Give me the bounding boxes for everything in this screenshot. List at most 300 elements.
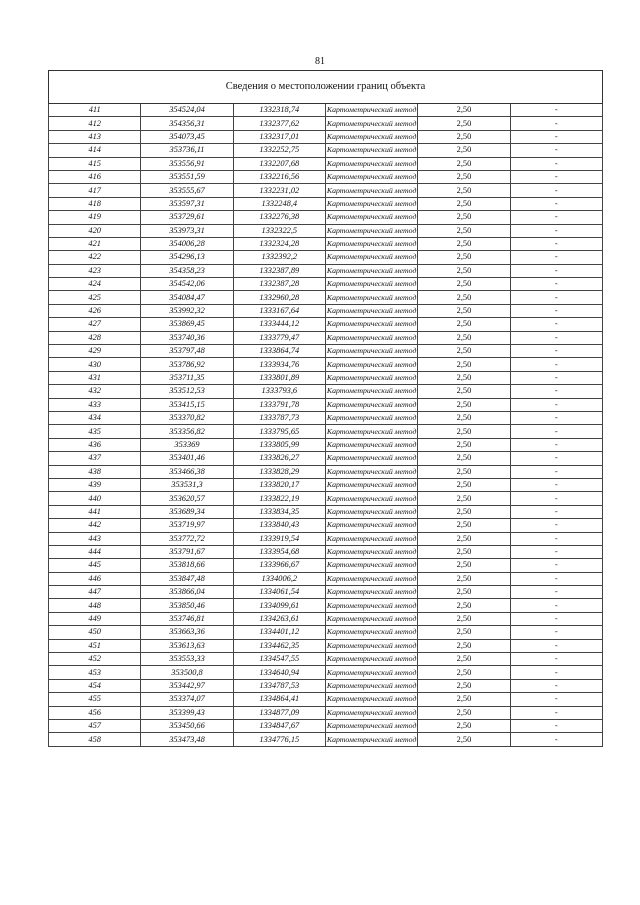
method-cell: Картометрический метод (325, 184, 417, 197)
x-coordinate-cell: 353374,07 (141, 693, 233, 706)
method-cell: Картометрический метод (325, 331, 417, 344)
y-coordinate-cell: 1333167,64 (233, 304, 325, 317)
method-cell: Картометрический метод (325, 492, 417, 505)
y-coordinate-cell: 1333793,6 (233, 385, 325, 398)
table-row (49, 492, 603, 505)
precision-cell: 2,50 (418, 545, 510, 558)
description-cell: - (510, 304, 602, 317)
table-row (49, 626, 603, 639)
table-row (49, 385, 603, 398)
x-coordinate-cell: 353786,92 (141, 358, 233, 371)
x-coordinate-cell: 353597,31 (141, 197, 233, 210)
y-coordinate-cell: 1333787,73 (233, 411, 325, 424)
y-coordinate-cell: 1333919,54 (233, 532, 325, 545)
y-coordinate-cell: 1333864,74 (233, 345, 325, 358)
x-coordinate-cell: 353356,82 (141, 425, 233, 438)
x-coordinate-cell: 353973,31 (141, 224, 233, 237)
table-row (49, 438, 603, 451)
table-row (49, 264, 603, 277)
description-cell: - (510, 438, 602, 451)
point-number-cell: 439 (49, 478, 141, 491)
description-cell: - (510, 693, 602, 706)
table-row (49, 318, 603, 331)
description-cell: - (510, 318, 602, 331)
method-cell: Картометрический метод (325, 572, 417, 585)
precision-cell: 2,50 (418, 626, 510, 639)
table-row (49, 211, 603, 224)
precision-cell: 2,50 (418, 452, 510, 465)
precision-cell: 2,50 (418, 130, 510, 143)
point-number-cell: 426 (49, 304, 141, 317)
y-coordinate-cell: 1333828,29 (233, 465, 325, 478)
method-cell: Картометрический метод (325, 157, 417, 170)
x-coordinate-cell: 354356,31 (141, 117, 233, 130)
description-cell: - (510, 104, 602, 117)
y-coordinate-cell: 1332387,28 (233, 278, 325, 291)
y-coordinate-cell: 1332276,38 (233, 211, 325, 224)
table-row (49, 104, 603, 117)
boundary-table-container (48, 70, 603, 747)
description-cell: - (510, 291, 602, 304)
x-coordinate-cell: 353791,67 (141, 545, 233, 558)
point-number-cell: 448 (49, 599, 141, 612)
description-cell: - (510, 639, 602, 652)
precision-cell: 2,50 (418, 612, 510, 625)
precision-cell: 2,50 (418, 104, 510, 117)
description-cell: - (510, 626, 602, 639)
y-coordinate-cell: 1333934,76 (233, 358, 325, 371)
point-number-cell: 427 (49, 318, 141, 331)
y-coordinate-cell: 1332318,74 (233, 104, 325, 117)
table-row (49, 572, 603, 585)
y-coordinate-cell: 1334263,61 (233, 612, 325, 625)
x-coordinate-cell: 353613,63 (141, 639, 233, 652)
description-cell: - (510, 144, 602, 157)
x-coordinate-cell: 353850,46 (141, 599, 233, 612)
table-row (49, 545, 603, 558)
description-cell: - (510, 345, 602, 358)
x-coordinate-cell: 353531,3 (141, 478, 233, 491)
y-coordinate-cell: 1333801,89 (233, 371, 325, 384)
x-coordinate-cell: 353450,66 (141, 719, 233, 732)
precision-cell: 2,50 (418, 211, 510, 224)
method-cell: Картометрический метод (325, 251, 417, 264)
point-number-cell: 413 (49, 130, 141, 143)
description-cell: - (510, 706, 602, 719)
precision-cell: 2,50 (418, 693, 510, 706)
method-cell: Картометрический метод (325, 144, 417, 157)
precision-cell: 2,50 (418, 492, 510, 505)
precision-cell: 2,50 (418, 157, 510, 170)
y-coordinate-cell: 1332252,75 (233, 144, 325, 157)
point-number-cell: 419 (49, 211, 141, 224)
description-cell: - (510, 170, 602, 183)
point-number-cell: 455 (49, 693, 141, 706)
description-cell: - (510, 398, 602, 411)
precision-cell: 2,50 (418, 532, 510, 545)
table-row (49, 117, 603, 130)
description-cell: - (510, 184, 602, 197)
point-number-cell: 458 (49, 733, 141, 746)
y-coordinate-cell: 1334877,09 (233, 706, 325, 719)
table-row (49, 197, 603, 210)
point-number-cell: 429 (49, 345, 141, 358)
y-coordinate-cell: 1333444,12 (233, 318, 325, 331)
x-coordinate-cell: 353689,34 (141, 505, 233, 518)
table-row (49, 653, 603, 666)
method-cell: Картометрический метод (325, 358, 417, 371)
point-number-cell: 425 (49, 291, 141, 304)
method-cell: Картометрический метод (325, 130, 417, 143)
x-coordinate-cell: 353719,97 (141, 519, 233, 532)
precision-cell: 2,50 (418, 572, 510, 585)
point-number-cell: 417 (49, 184, 141, 197)
point-number-cell: 435 (49, 425, 141, 438)
table-row (49, 706, 603, 719)
x-coordinate-cell: 353473,48 (141, 733, 233, 746)
table-row (49, 304, 603, 317)
description-cell: - (510, 492, 602, 505)
point-number-cell: 449 (49, 612, 141, 625)
y-coordinate-cell: 1334462,35 (233, 639, 325, 652)
point-number-cell: 454 (49, 679, 141, 692)
table-row (49, 478, 603, 491)
point-number-cell: 441 (49, 505, 141, 518)
x-coordinate-cell: 353551,59 (141, 170, 233, 183)
point-number-cell: 452 (49, 653, 141, 666)
precision-cell: 2,50 (418, 478, 510, 491)
y-coordinate-cell: 1332231,02 (233, 184, 325, 197)
description-cell: - (510, 719, 602, 732)
precision-cell: 2,50 (418, 653, 510, 666)
precision-cell: 2,50 (418, 224, 510, 237)
table-row (49, 465, 603, 478)
table-row (49, 411, 603, 424)
x-coordinate-cell: 353818,66 (141, 559, 233, 572)
y-coordinate-cell: 1333805,99 (233, 438, 325, 451)
x-coordinate-cell: 354524,04 (141, 104, 233, 117)
y-coordinate-cell: 1332392,2 (233, 251, 325, 264)
table-row (49, 371, 603, 384)
y-coordinate-cell: 1333795,65 (233, 425, 325, 438)
table-row (49, 719, 603, 732)
point-number-cell: 447 (49, 586, 141, 599)
x-coordinate-cell: 353399,43 (141, 706, 233, 719)
point-number-cell: 451 (49, 639, 141, 652)
method-cell: Картометрический метод (325, 532, 417, 545)
precision-cell: 2,50 (418, 465, 510, 478)
description-cell: - (510, 157, 602, 170)
method-cell: Картометрический метод (325, 425, 417, 438)
precision-cell: 2,50 (418, 679, 510, 692)
point-number-cell: 457 (49, 719, 141, 732)
table-row (49, 599, 603, 612)
table-row (49, 331, 603, 344)
table-row (49, 505, 603, 518)
point-number-cell: 431 (49, 371, 141, 384)
method-cell: Картометрический метод (325, 224, 417, 237)
x-coordinate-cell: 353500,8 (141, 666, 233, 679)
y-coordinate-cell: 1332960,28 (233, 291, 325, 304)
x-coordinate-cell: 353797,48 (141, 345, 233, 358)
description-cell: - (510, 130, 602, 143)
point-number-cell: 437 (49, 452, 141, 465)
precision-cell: 2,50 (418, 559, 510, 572)
y-coordinate-cell: 1332207,68 (233, 157, 325, 170)
method-cell: Картометрический метод (325, 519, 417, 532)
page-number: 81 (315, 56, 325, 67)
description-cell: - (510, 251, 602, 264)
x-coordinate-cell: 354073,45 (141, 130, 233, 143)
table-row (49, 612, 603, 625)
x-coordinate-cell: 353866,04 (141, 586, 233, 599)
method-cell: Картометрический метод (325, 452, 417, 465)
method-cell: Картометрический метод (325, 693, 417, 706)
x-coordinate-cell: 353711,35 (141, 371, 233, 384)
x-coordinate-cell: 353401,46 (141, 452, 233, 465)
point-number-cell: 428 (49, 331, 141, 344)
y-coordinate-cell: 1332387,89 (233, 264, 325, 277)
y-coordinate-cell: 1334006,2 (233, 572, 325, 585)
table-row (49, 586, 603, 599)
table-row (49, 559, 603, 572)
method-cell: Картометрический метод (325, 465, 417, 478)
y-coordinate-cell: 1334401,12 (233, 626, 325, 639)
description-cell: - (510, 264, 602, 277)
y-coordinate-cell: 1333822,19 (233, 492, 325, 505)
point-number-cell: 423 (49, 264, 141, 277)
x-coordinate-cell: 353746,81 (141, 612, 233, 625)
point-number-cell: 418 (49, 197, 141, 210)
description-cell: - (510, 371, 602, 384)
table-row (49, 679, 603, 692)
point-number-cell: 412 (49, 117, 141, 130)
table-row (49, 666, 603, 679)
method-cell: Картометрический метод (325, 318, 417, 331)
precision-cell: 2,50 (418, 251, 510, 264)
y-coordinate-cell: 1333834,35 (233, 505, 325, 518)
precision-cell: 2,50 (418, 318, 510, 331)
x-coordinate-cell: 353415,15 (141, 398, 233, 411)
point-number-cell: 443 (49, 532, 141, 545)
method-cell: Картометрический метод (325, 237, 417, 250)
table-row (49, 398, 603, 411)
precision-cell: 2,50 (418, 733, 510, 746)
method-cell: Картометрический метод (325, 706, 417, 719)
precision-cell: 2,50 (418, 505, 510, 518)
point-number-cell: 438 (49, 465, 141, 478)
table-row (49, 170, 603, 183)
method-cell: Картометрический метод (325, 545, 417, 558)
method-cell: Картометрический метод (325, 612, 417, 625)
table-title-row (49, 71, 603, 104)
y-coordinate-cell: 1334061,54 (233, 586, 325, 599)
precision-cell: 2,50 (418, 304, 510, 317)
x-coordinate-cell: 353620,57 (141, 492, 233, 505)
x-coordinate-cell: 353729,61 (141, 211, 233, 224)
point-number-cell: 436 (49, 438, 141, 451)
table-row (49, 639, 603, 652)
precision-cell: 2,50 (418, 438, 510, 451)
method-cell: Картометрический метод (325, 371, 417, 384)
precision-cell: 2,50 (418, 519, 510, 532)
y-coordinate-cell: 1333820,17 (233, 478, 325, 491)
x-coordinate-cell: 353740,36 (141, 331, 233, 344)
method-cell: Картометрический метод (325, 559, 417, 572)
description-cell: - (510, 519, 602, 532)
y-coordinate-cell: 1334776,15 (233, 733, 325, 746)
point-number-cell: 422 (49, 251, 141, 264)
point-number-cell: 453 (49, 666, 141, 679)
precision-cell: 2,50 (418, 264, 510, 277)
y-coordinate-cell: 1332248,4 (233, 197, 325, 210)
method-cell: Картометрический метод (325, 197, 417, 210)
point-number-cell: 445 (49, 559, 141, 572)
method-cell: Картометрический метод (325, 385, 417, 398)
table-body (49, 104, 603, 747)
description-cell: - (510, 612, 602, 625)
method-cell: Картометрический метод (325, 599, 417, 612)
x-coordinate-cell: 353466,38 (141, 465, 233, 478)
description-cell: - (510, 224, 602, 237)
point-number-cell: 440 (49, 492, 141, 505)
method-cell: Картометрический метод (325, 104, 417, 117)
description-cell: - (510, 505, 602, 518)
method-cell: Картометрический метод (325, 345, 417, 358)
description-cell: - (510, 653, 602, 666)
y-coordinate-cell: 1332317,01 (233, 130, 325, 143)
y-coordinate-cell: 1334787,53 (233, 679, 325, 692)
method-cell: Картометрический метод (325, 733, 417, 746)
table-row (49, 733, 603, 746)
precision-cell: 2,50 (418, 385, 510, 398)
method-cell: Картометрический метод (325, 170, 417, 183)
method-cell: Картометрический метод (325, 264, 417, 277)
method-cell: Картометрический метод (325, 626, 417, 639)
y-coordinate-cell: 1333791,78 (233, 398, 325, 411)
table-row (49, 144, 603, 157)
precision-cell: 2,50 (418, 117, 510, 130)
point-number-cell: 421 (49, 237, 141, 250)
description-cell: - (510, 117, 602, 130)
x-coordinate-cell: 353553,33 (141, 653, 233, 666)
y-coordinate-cell: 1334547,55 (233, 653, 325, 666)
description-cell: - (510, 733, 602, 746)
precision-cell: 2,50 (418, 706, 510, 719)
y-coordinate-cell: 1334640,94 (233, 666, 325, 679)
precision-cell: 2,50 (418, 398, 510, 411)
description-cell: - (510, 211, 602, 224)
method-cell: Картометрический метод (325, 211, 417, 224)
description-cell: - (510, 411, 602, 424)
description-cell: - (510, 478, 602, 491)
precision-cell: 2,50 (418, 237, 510, 250)
method-cell: Картометрический метод (325, 679, 417, 692)
description-cell: - (510, 586, 602, 599)
table-row (49, 358, 603, 371)
precision-cell: 2,50 (418, 639, 510, 652)
point-number-cell: 456 (49, 706, 141, 719)
method-cell: Картометрический метод (325, 653, 417, 666)
description-cell: - (510, 532, 602, 545)
description-cell: - (510, 545, 602, 558)
point-number-cell: 444 (49, 545, 141, 558)
precision-cell: 2,50 (418, 184, 510, 197)
description-cell: - (510, 237, 602, 250)
y-coordinate-cell: 1332377,62 (233, 117, 325, 130)
x-coordinate-cell: 353370,82 (141, 411, 233, 424)
point-number-cell: 430 (49, 358, 141, 371)
description-cell: - (510, 666, 602, 679)
description-cell: - (510, 197, 602, 210)
x-coordinate-cell: 354296,13 (141, 251, 233, 264)
description-cell: - (510, 331, 602, 344)
point-number-cell: 420 (49, 224, 141, 237)
precision-cell: 2,50 (418, 197, 510, 210)
precision-cell: 2,50 (418, 358, 510, 371)
table-row (49, 532, 603, 545)
description-cell: - (510, 465, 602, 478)
y-coordinate-cell: 1333779,47 (233, 331, 325, 344)
table-row (49, 693, 603, 706)
point-number-cell: 411 (49, 104, 141, 117)
y-coordinate-cell: 1333840,43 (233, 519, 325, 532)
point-number-cell: 433 (49, 398, 141, 411)
table-row (49, 157, 603, 170)
point-number-cell: 415 (49, 157, 141, 170)
method-cell: Картометрический метод (325, 505, 417, 518)
description-cell: - (510, 358, 602, 371)
x-coordinate-cell: 353555,67 (141, 184, 233, 197)
method-cell: Картометрический метод (325, 478, 417, 491)
table-row (49, 425, 603, 438)
table-row (49, 130, 603, 143)
description-cell: - (510, 452, 602, 465)
table-title: Сведения о местоположении границ объекта (49, 71, 603, 104)
y-coordinate-cell: 1333826,27 (233, 452, 325, 465)
x-coordinate-cell: 354542,06 (141, 278, 233, 291)
x-coordinate-cell: 353512,53 (141, 385, 233, 398)
method-cell: Картометрический метод (325, 719, 417, 732)
description-cell: - (510, 278, 602, 291)
description-cell: - (510, 559, 602, 572)
table-row (49, 251, 603, 264)
point-number-cell: 442 (49, 519, 141, 532)
x-coordinate-cell: 353869,45 (141, 318, 233, 331)
y-coordinate-cell: 1334099,61 (233, 599, 325, 612)
method-cell: Картометрический метод (325, 639, 417, 652)
description-cell: - (510, 385, 602, 398)
description-cell: - (510, 679, 602, 692)
table-row (49, 452, 603, 465)
description-cell: - (510, 425, 602, 438)
table-row (49, 224, 603, 237)
precision-cell: 2,50 (418, 411, 510, 424)
precision-cell: 2,50 (418, 425, 510, 438)
x-coordinate-cell: 353847,48 (141, 572, 233, 585)
precision-cell: 2,50 (418, 278, 510, 291)
x-coordinate-cell: 353369 (141, 438, 233, 451)
y-coordinate-cell: 1332216,56 (233, 170, 325, 183)
x-coordinate-cell: 354006,28 (141, 237, 233, 250)
method-cell: Картометрический метод (325, 411, 417, 424)
method-cell: Картометрический метод (325, 117, 417, 130)
x-coordinate-cell: 353772,72 (141, 532, 233, 545)
table-row (49, 237, 603, 250)
method-cell: Картометрический метод (325, 666, 417, 679)
point-number-cell: 414 (49, 144, 141, 157)
x-coordinate-cell: 353442,97 (141, 679, 233, 692)
